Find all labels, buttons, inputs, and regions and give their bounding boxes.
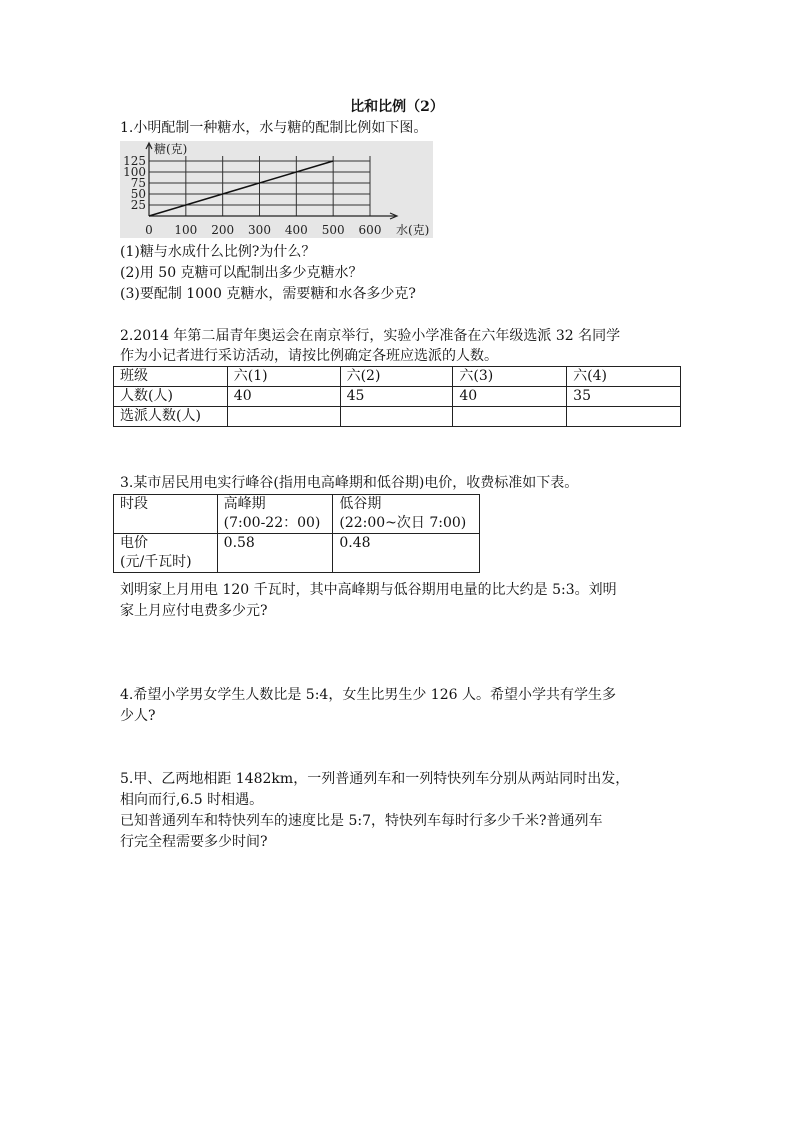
q1-sub-3: (3)要配制 1000 克糖水，需要糖和水各多少克? (120, 286, 416, 302)
table-row (114, 387, 681, 407)
q5-line-4: 行完全程需要多少时间? (120, 834, 268, 850)
y-axis-label: 糖(克) (154, 142, 188, 156)
table-row (114, 534, 480, 573)
q3-line-2: 家上月应付电费多少元? (120, 603, 268, 619)
y-tick-label: 50 (130, 187, 146, 201)
q5-line-1: 5.甲、乙两地相距 1482km，一列普通列车和一列特快列车分别从两站同时出发， (120, 771, 630, 787)
q5-line-3: 已知普通列车和特快列车的速度比是 5:7，特快列车每时行多少千米?普通列车 (120, 813, 603, 829)
answer-cell[interactable] (340, 407, 453, 427)
y-tick-label: 100 (123, 165, 146, 179)
table-cell (333, 495, 480, 534)
table-cell: 六(1) (227, 367, 340, 387)
electricity-price-table (113, 494, 480, 573)
page-title: 比和比例（2） (350, 99, 444, 115)
table-cell: 人数(人) (114, 387, 228, 407)
q5-line-2: 相向而行,6.5 时相遇。 (120, 792, 264, 808)
table-row (114, 367, 681, 387)
q4-line-2: 少人? (120, 708, 156, 724)
q3-line-1: 刘明家上月用电 120 千瓦时，其中高峰期与低谷期用电量的比大约是 5:3。刘明 (120, 582, 617, 598)
q1-sub-1: (1)糖与水成什么比例?为什么？ (120, 244, 316, 260)
peak-label: 高峰期 (223, 496, 266, 512)
period-header: 时段 (120, 496, 148, 512)
x-tick-label: 300 (248, 223, 271, 237)
sugar-water-chart (120, 141, 433, 238)
q1-sub-2: (2)用 50 克糖可以配制出多少克糖水？ (120, 265, 363, 281)
valley-hours: (22:00~次日 7:00) (339, 515, 467, 531)
x-tick-label: 200 (211, 223, 235, 237)
class-selection-table (113, 366, 681, 427)
x-tick-label: 500 (321, 223, 345, 237)
q3-stem: 3.某市居民用电实行峰谷(指用电高峰期和低谷期)电价，收费标准如下表。 (120, 475, 579, 491)
q4-line-1: 4.希望小学男女学生人数比是 5:4，女生比男生少 126 人。希望小学共有学生多 (120, 687, 616, 703)
series-line (149, 161, 333, 216)
y-tick-label: 125 (123, 154, 146, 168)
table-cell: 0.48 (333, 534, 480, 573)
y-tick-label: 75 (130, 176, 146, 190)
table-row (114, 407, 681, 427)
q2-line-2: 作为小记者进行采访活动，请按比例确定各班应选派的人数。 (120, 348, 498, 364)
table-cell: 40 (227, 387, 340, 407)
table-cell: 六(2) (340, 367, 453, 387)
table-cell (217, 495, 333, 534)
peak-hours: (7:00-22：00) (223, 515, 321, 531)
answer-cell[interactable] (453, 407, 567, 427)
price-unit: (元/千瓦时) (120, 554, 192, 570)
q2-line-1: 2.2014 年第二届青年奥运会在南京举行，实验小学准备在六年级选派 32 名同学 (120, 328, 621, 344)
q1-stem: 1.小明配制一种糖水，水与糖的配制比例如下图。 (120, 120, 428, 136)
x-tick-label: 0 (145, 223, 153, 237)
table-cell: 班级 (114, 367, 228, 387)
table-cell: 35 (567, 387, 681, 407)
x-axis-label: 水(克) (396, 223, 430, 237)
answer-cell[interactable] (227, 407, 340, 427)
table-row (114, 495, 480, 534)
table-cell: 六(3) (453, 367, 567, 387)
x-tick-label: 400 (284, 223, 308, 237)
table-cell: 45 (340, 387, 453, 407)
price-label: 电价 (120, 535, 148, 551)
table-cell (114, 495, 218, 534)
table-cell: 六(4) (567, 367, 681, 387)
x-tick-label: 600 (358, 223, 382, 237)
x-tick-label: 100 (174, 223, 198, 237)
table-cell: 0.58 (217, 534, 333, 573)
valley-label: 低谷期 (339, 496, 382, 512)
table-cell: 选派人数(人) (114, 407, 228, 427)
table-cell: 40 (453, 387, 567, 407)
table-cell (114, 534, 218, 573)
answer-cell[interactable] (567, 407, 681, 427)
y-tick-label: 25 (130, 198, 146, 212)
chart-svg (120, 141, 433, 238)
